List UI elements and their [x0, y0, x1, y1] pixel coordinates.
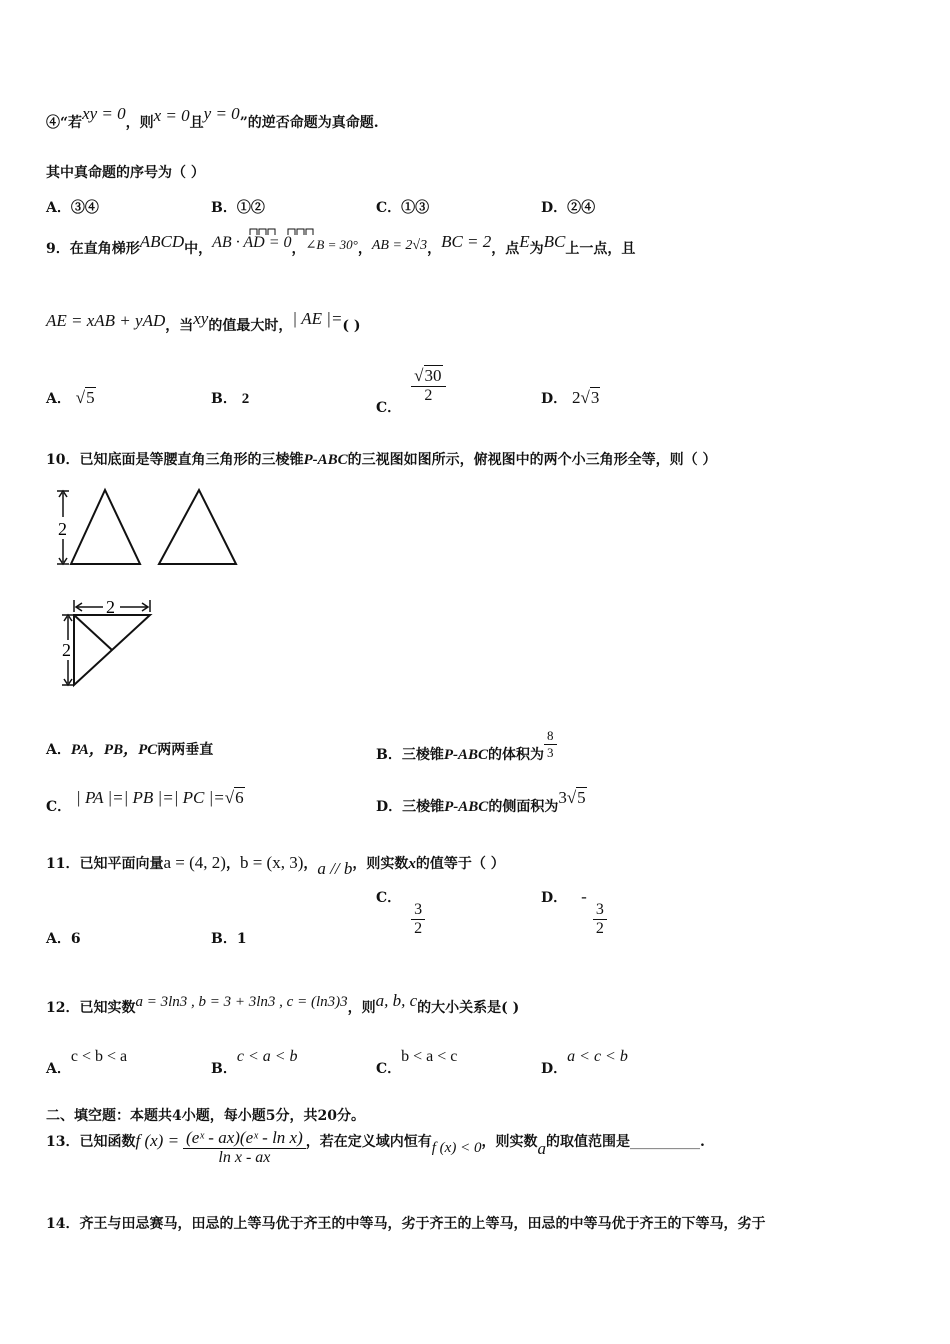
option-text: c < a < b — [236, 1048, 298, 1065]
q13-text: . — [699, 1133, 705, 1150]
radicand: 5 — [86, 388, 95, 407]
radicand: 30 — [424, 366, 442, 385]
sqrt: √5 — [75, 388, 95, 407]
q10-top-height-dimension: 2 — [62, 640, 71, 660]
q10-number: 10． — [46, 452, 80, 468]
fraction — [593, 901, 607, 938]
option-letter: A． — [46, 391, 71, 407]
option-text: | PA |=| PB |=| PC |= — [76, 788, 225, 807]
option-sign: - — [581, 886, 587, 906]
option-letter: C． — [376, 399, 402, 416]
numerator: 8 — [544, 728, 557, 745]
q11-text: 的值等于（ ） — [415, 856, 505, 872]
option-letter: B． — [211, 391, 237, 407]
q9-sep: ， — [427, 241, 442, 257]
option-text: ②④ — [567, 200, 596, 216]
q10-pabc: P-ABC — [444, 799, 489, 815]
q10-text: 已知底面是等腰直角三角形的三棱锥 — [79, 452, 304, 468]
q9-sep: ， — [291, 241, 306, 257]
option-letter: C． — [376, 200, 402, 216]
q8-option-d[interactable] — [541, 197, 595, 217]
option-text: a < c < b — [567, 1048, 628, 1065]
q9-sep: ， — [357, 241, 372, 257]
q9-option-b[interactable] — [211, 388, 249, 408]
fraction — [411, 366, 445, 405]
q9-bc: BC = 2 — [441, 232, 492, 251]
option-text: 6 — [70, 931, 81, 947]
q9-option-a[interactable] — [46, 388, 96, 408]
q12-abc: a, b, c — [375, 991, 418, 1010]
option-letter: A． — [46, 1061, 71, 1077]
q12-stem — [46, 991, 520, 1017]
q11-option-d[interactable] — [541, 886, 607, 938]
q13-text: 已知函数 — [79, 1133, 136, 1150]
q14-stem — [46, 1213, 765, 1233]
q10-option-a[interactable] — [46, 738, 213, 759]
option-text: b < a < c — [401, 1048, 458, 1065]
denominator: 2 — [414, 920, 423, 937]
denominator: 2 — [595, 920, 604, 937]
q9-text: 在直角梯形 — [69, 241, 140, 257]
q9-stem-line2 — [46, 309, 361, 335]
q11-sep: ， — [225, 856, 240, 872]
option-letter: B． — [211, 200, 237, 216]
q11-x: x — [408, 856, 416, 872]
q11-text: ，则实数 — [352, 856, 409, 872]
q9-text: ( ) — [342, 318, 361, 334]
q9-bc2: BC — [543, 232, 566, 251]
option-letter: D． — [541, 1061, 568, 1077]
q11-option-b[interactable] — [211, 928, 247, 948]
option-text: 的侧面积为 — [488, 799, 559, 815]
q8-prompt: 其中真命题的序号为（ ） — [46, 165, 205, 181]
q10-front-side-views — [52, 487, 252, 572]
q8-item4-suffix: ”的逆否命题为真命题. — [239, 115, 379, 131]
coefficient: 3 — [558, 788, 567, 807]
option-letter: B． — [211, 1061, 237, 1077]
q11-option-c[interactable] — [376, 889, 425, 938]
q8-item4 — [46, 104, 379, 132]
q10-option-d[interactable] — [376, 788, 587, 815]
q13-text: 的取值范围是 — [545, 1133, 630, 1150]
q10-option-c[interactable] — [46, 788, 245, 815]
q9-ae: AE = xAB + yAD — [46, 311, 166, 330]
q8-item4-and: 且 — [189, 115, 204, 131]
q9-number: 9． — [46, 241, 70, 257]
section-2-title: 二、填空题：本题共4小题，每小题5分，共20分。 — [46, 1108, 365, 1124]
q10-top-view — [58, 598, 168, 688]
q10-front-dimension: 2 — [58, 519, 67, 539]
coefficient: 2 — [572, 388, 581, 407]
q9-vector-arrows — [248, 227, 328, 237]
q10-option-b[interactable] — [376, 728, 557, 761]
option-letter: C． — [46, 799, 72, 815]
numerator: √30 — [411, 366, 445, 387]
option-text: 的体积为 — [488, 746, 545, 763]
option-text: 1 — [236, 931, 247, 947]
fraction — [411, 901, 425, 938]
option-letter: C． — [376, 1061, 402, 1077]
option-letter: C． — [376, 889, 402, 906]
option-text: PA，PB，PC — [70, 742, 158, 758]
q12-text: ，则 — [347, 1000, 376, 1016]
q9-abs: | AE |= — [292, 309, 343, 328]
sqrt: 2√3 — [572, 388, 600, 407]
q9-e: E — [519, 232, 530, 251]
q9-text: 上一点，且 — [565, 241, 636, 257]
q8-option-c[interactable] — [376, 197, 429, 217]
q9-option-c[interactable] — [376, 366, 446, 416]
q8-item4-x: x = 0 — [153, 106, 190, 125]
q13-fraction — [183, 1128, 306, 1167]
q12-number: 12． — [46, 1000, 80, 1016]
q11-number: 11． — [46, 856, 80, 872]
option-text: 三棱锥 — [401, 746, 444, 763]
q9-xy: xy — [193, 309, 209, 328]
numerator: 3 — [411, 901, 425, 920]
q12-option-d[interactable] — [541, 1046, 628, 1077]
option-text: ③④ — [70, 200, 99, 216]
radicand: 5 — [577, 788, 586, 807]
q13-number: 13． — [46, 1133, 80, 1150]
sqrt: 3√5 — [558, 788, 586, 807]
q12-option-c[interactable] — [376, 1046, 458, 1077]
fraction — [544, 728, 557, 761]
option-text: ①③ — [401, 200, 430, 216]
q11-text: 已知平面向量 — [79, 856, 164, 872]
option-letter: B． — [211, 931, 237, 947]
q10-text: 的三视图如图所示，俯视图中的两个小三角形全等，则（ ） — [347, 452, 717, 468]
q8-item4-y: y = 0 — [203, 104, 240, 123]
denominator: 3 — [547, 745, 554, 760]
option-letter: A． — [46, 200, 71, 216]
numerator: (eˣ - ax)(eˣ - ln x) — [183, 1128, 306, 1149]
option-text: 2 — [241, 391, 250, 407]
q13-text: ，则实数 — [481, 1133, 538, 1150]
q12-definition: a = 3ln3 , b = 3 + 3ln3 , c = (ln3)3 — [135, 994, 348, 1010]
denominator: 2 — [424, 387, 433, 404]
q12-text: 已知实数 — [79, 1000, 136, 1016]
q13-f: f (x) = — [135, 1130, 180, 1150]
option-text: c < b < a — [70, 1048, 128, 1065]
option-letter: A． — [46, 931, 71, 947]
q9-abcd: ABCD — [139, 232, 185, 251]
option-letter: B． — [376, 746, 402, 763]
q9-dot-product: AB · AD = 0 — [212, 234, 292, 251]
q13-answer-blank[interactable]: __________ — [629, 1133, 700, 1150]
option-letter: D． — [376, 799, 403, 815]
q9-text: ，点 — [491, 241, 520, 257]
q13-condition: f (x) < 0 — [431, 1139, 482, 1156]
option-text: 两两垂直 — [157, 742, 214, 758]
q11-sep: ， — [303, 856, 318, 872]
denominator: ln x - ax — [218, 1149, 271, 1166]
q9-option-d[interactable] — [541, 388, 600, 408]
option-text: 三棱锥 — [402, 799, 445, 815]
q11-stem — [46, 853, 505, 878]
q9-angle: ∠B = 30° — [305, 237, 358, 252]
q10-stem — [46, 449, 717, 469]
radicand: 6 — [235, 788, 244, 807]
q8-option-b[interactable] — [211, 197, 265, 217]
q14-text: 齐王与田忌赛马，田忌的上等马优于齐王的中等马，劣于齐王的上等马，田忌的中等马优于齐王的下等马，劣于 — [79, 1216, 766, 1232]
q8-option-a[interactable] — [46, 197, 99, 217]
q11-vector-b: b = (x, 3) — [239, 853, 304, 872]
option-letter: A． — [46, 742, 71, 758]
q8-item4-cond: xy = 0 — [82, 104, 126, 123]
q9-text: 的值最大时， — [208, 318, 293, 334]
q13-text: ，若在定义域内恒有 — [305, 1133, 432, 1150]
q9-ab: AB = 2√3 — [371, 238, 428, 253]
q9-text: ，当 — [165, 318, 194, 334]
q12-option-a[interactable] — [46, 1046, 128, 1077]
q9-stem-line1 — [46, 232, 636, 258]
q9-text: 中， — [184, 241, 213, 257]
q13-a: a — [537, 1138, 546, 1158]
sqrt: √6 — [224, 788, 244, 807]
q11-vector-a: a = (4, 2) — [163, 853, 226, 872]
q8-item4-prefix: ④“若 — [46, 115, 83, 131]
q10-top-width-dimension: 2 — [106, 598, 115, 617]
q14-number: 14． — [46, 1216, 80, 1232]
option-letter: D． — [541, 200, 568, 216]
q10-pabc: P-ABC — [303, 452, 348, 468]
q8-item4-then: ，则 — [125, 115, 154, 131]
q13-stem — [46, 1128, 705, 1167]
q11-option-a[interactable] — [46, 928, 81, 948]
option-letter: D． — [541, 889, 568, 906]
option-text: ①② — [236, 200, 265, 216]
numerator: 3 — [593, 901, 607, 920]
option-letter: D． — [541, 391, 568, 407]
q9-text: 为 — [529, 241, 544, 257]
q10-pabc: P-ABC — [443, 746, 489, 763]
q12-option-b[interactable] — [211, 1046, 298, 1077]
radicand: 3 — [590, 388, 600, 407]
q12-text: 的大小关系是( ) — [417, 1000, 520, 1016]
q11-parallel: a // b — [317, 859, 353, 878]
